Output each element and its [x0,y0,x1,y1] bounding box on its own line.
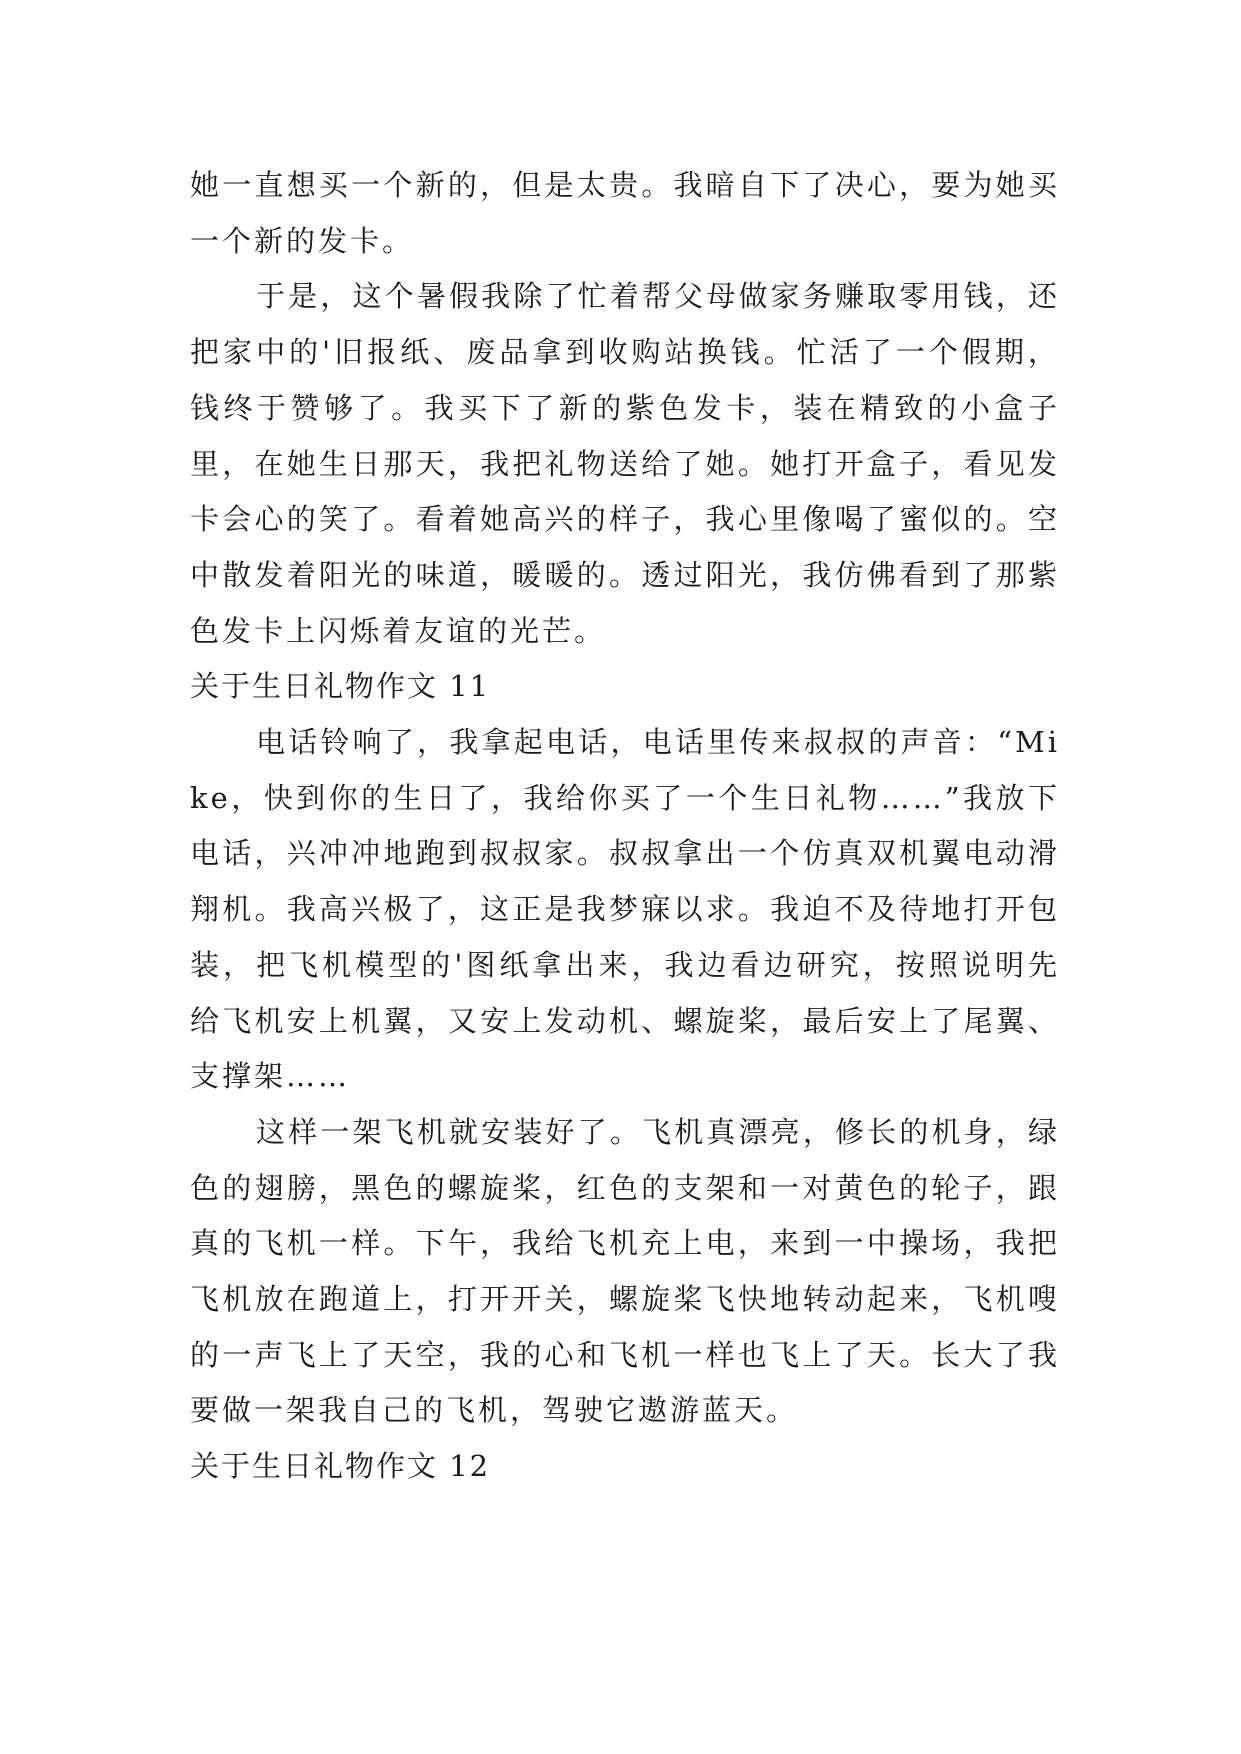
paragraph-3: 电话铃响了，我拿起电话，电话里传来叔叔的声音：“Mike，快到你的生日了，我给你买了一个生日礼物……”我放下电话，兴冲冲地跑到叔叔家。叔叔拿出一个仿真双机翼电动滑翔机。我高兴极了，这正是我梦寐以求。我迫不及待地打开包装，把飞机模型的'图纸拿出来，我边看边研究，按照说明先给飞机安上机翼，又安上发动机、螺旋桨，最后安上了尾翼、支撑架…… [190,725,1060,1094]
paragraph-4: 这样一架飞机就安装好了。飞机真漂亮，修长的机身，绿色的翅膀，黑色的螺旋桨，红色的支架和一对黄色的轮子，跟真的飞机一样。下午，我给飞机充上电，来到一中操场，我把飞机放在跑道上，打开开关，螺旋桨飞快地转动起来，飞机嗖的一声飞上了天空，我的心和飞机一样也飞上了天。长大了我要做一架我自己的飞机，驾驶它遨游蓝天。 [190,1114,1060,1428]
paragraph-2: 于是，这个暑假我除了忙着帮父母做家务赚取零用钱，还把家中的'旧报纸、废品拿到收购站换钱。忙活了一个假期，钱终于赞够了。我买下了新的紫色发卡，装在精致的小盒子里，在她生日那天，我把礼物送给了她。她打开盒子，看见发卡会心的笑了。看着她高兴的样子，我心里像喝了蜜似的。空中散发着阳光的味道，暖暖的。透过阳光，我仿佛看到了那紫色发卡上闪烁着友谊的光芒。 [190,279,1060,648]
paragraph-1: 她一直想买一个新的，但是太贵。我暗自下了决心，要为她买一个新的发卡。 [190,168,1060,258]
document-body [190,158,1060,1495]
section-heading-12: 关于生日礼物作文 12 [190,1449,491,1484]
section-heading-11: 关于生日礼物作文 11 [190,669,491,704]
